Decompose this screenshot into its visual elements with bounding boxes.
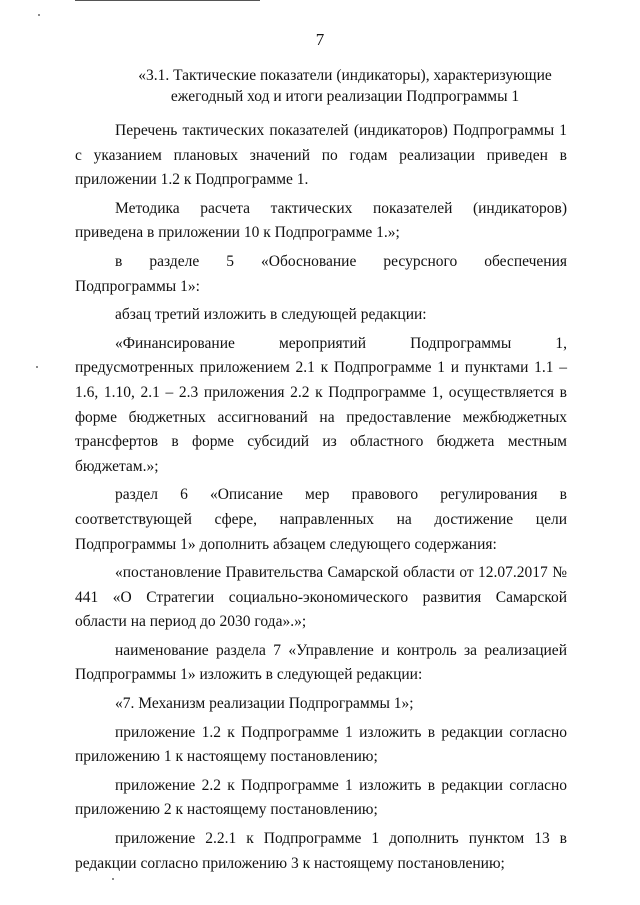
paragraph-section-6-line-1: раздел 6 «Описание мер правового регулирования в bbox=[115, 486, 567, 504]
scan-speck bbox=[36, 366, 38, 368]
paragraph-calculation-method: Методика расчета тактических показателей (индикаторов) приведена в приложении 10 к Подпрограмме 1.»; bbox=[75, 199, 567, 242]
section-heading-line-2: ежегодный ход и итоги реализации Подпрограммы 1 bbox=[170, 88, 520, 105]
paragraph-indicators-list: Перечень тактических показателей (индикаторов) Подпрограммы 1 с указанием плановых значений по годам реализации приведен в приложении 1.2 к Подпрограмме 1. bbox=[75, 122, 567, 189]
section-heading bbox=[110, 65, 580, 107]
paragraph-section-6 bbox=[75, 483, 567, 557]
paragraph-section-5 bbox=[75, 250, 567, 299]
paragraph-third-abzats: абзац третий изложить в следующей редакции: bbox=[115, 306, 427, 324]
scan-speck bbox=[112, 878, 114, 880]
paragraph-section-5-line-1: в разделе 5 «Обоснование ресурсного обеспечения bbox=[115, 252, 567, 270]
section-heading-line-1: «3.1. Тактические показатели (индикаторы), характеризующие bbox=[138, 67, 552, 84]
page-number: 7 bbox=[315, 30, 325, 49]
document-body bbox=[75, 119, 567, 876]
paragraph-financing: «Финансирование мероприятий Подпрограммы 1, предусмотренных приложением 2.1 к Подпрограмме 1 и пунктами 1.1 – 1.6, 1.10, 2.1 – 2.3 приложения 2.2 к Подпрограмме 1, осуществляется в форме бюджетных ассигнований на предоставление межбюджетных трансфертов в форме субсидий из областного бюджета местным бюджетам.»; bbox=[75, 334, 567, 475]
paragraph-appendix-2-2: приложение 2.2 к Подпрограмме 1 изложить в редакции согласно приложению 2 к настоящему постановлению; bbox=[75, 776, 567, 819]
scan-speck bbox=[38, 14, 40, 16]
paragraph-section-7-title: «7. Механизм реализации Подпрограммы 1»; bbox=[115, 695, 414, 713]
paragraph-section-5-line-2: Подпрограммы 1»: bbox=[75, 277, 200, 295]
scan-edge-line bbox=[75, 0, 260, 1]
paragraph-appendix-2-2-1: приложение 2.2.1 к Подпрограмме 1 дополнить пунктом 13 в редакции согласно приложению 3 к настоящему постановлению; bbox=[75, 830, 567, 872]
paragraph-section-6-line-2: соответствующей сфере, направленных на достижение цели bbox=[75, 510, 567, 528]
paragraph-section-6-line-3: Подпрограммы 1» дополнить абзацем следующего содержания: bbox=[75, 535, 497, 553]
paragraph-section-7-name: наименование раздела 7 «Управление и контроль за реализацией Подпрограммы 1» изложить в следующей редакции: bbox=[75, 641, 567, 684]
paragraph-government-resolution: «постановление Правительства Самарской области от 12.07.2017 № 441 «О Стратегии социально-экономического развития Самарской области на период до 2030 года».»; bbox=[75, 564, 567, 631]
paragraph-appendix-1-2: приложение 1.2 к Подпрограмме 1 изложить в редакции согласно приложению 1 к настоящему постановлению; bbox=[75, 723, 567, 766]
